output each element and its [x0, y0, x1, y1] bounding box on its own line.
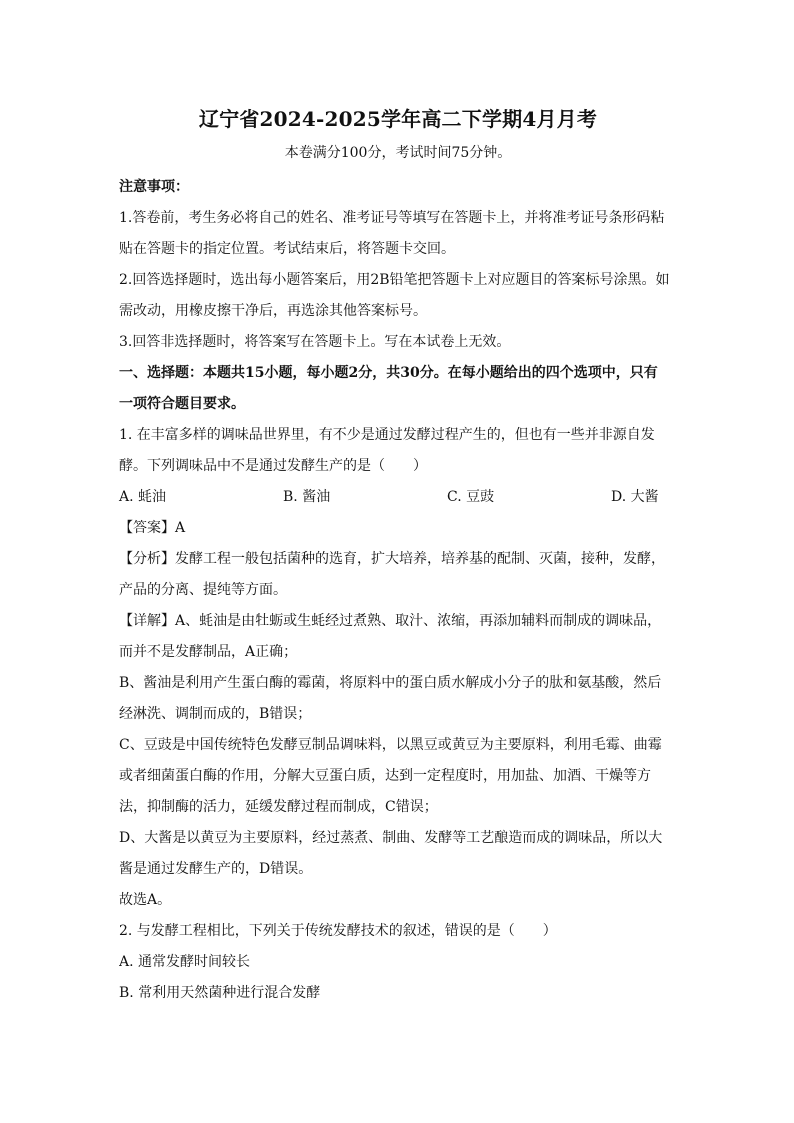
section-heading: 一项符合题目要求。: [119, 396, 245, 412]
question-1-stem: 1. 在丰富多样的调味品世界里，有不少是通过发酵过程产生的，但也有一些并非源自发: [119, 427, 655, 443]
notes-line: 需改动，用橡皮擦干净后，再选涂其他答案标号。: [119, 303, 427, 319]
notes-line: 3.回答非选择题时，将答案写在答题卡上。写在本试卷上无效。: [119, 334, 511, 350]
exam-info: 本卷满分100分，考试时间75分钟。: [284, 145, 512, 161]
page-title: 辽宁省2024-2025学年高二下学期4月月考: [198, 107, 598, 131]
notes-line: 2.回答选择题时，选出每小题答案后，用2B铅笔把答题卡上对应题目的答案标号涂黑。如: [119, 272, 670, 288]
question-1-detail: 酱是通过发酵生产的，D错误。: [119, 861, 313, 877]
question-1-detail: D、大酱是以黄豆为主要原料，经过蒸煮、制曲、发酵等工艺酿造而成的调味品，所以大: [119, 830, 663, 846]
question-1-answer: 【答案】A: [119, 520, 186, 536]
document-body: [119, 172, 677, 1009]
notes-heading: 注意事项：: [119, 179, 189, 195]
notes-line: 1.答卷前，考生务必将自己的姓名、准考证号等填写在答题卡上，并将准考证号条形码粘: [119, 210, 665, 226]
question-1-detail: 而并不是发酵制品，A正确；: [119, 644, 298, 660]
question-2-option-a: A. 通常发酵时间较长: [119, 954, 251, 970]
question-1-analysis: 产品的分离、提纯等方面。: [119, 582, 287, 598]
option-d: D. 大酱: [611, 489, 659, 505]
option-a: A. 蚝油: [119, 489, 167, 505]
question-1-conclusion: 故选A。: [119, 892, 172, 908]
question-1-detail: C、豆豉是中国传统特色发酵豆制品调味料，以黑豆或黄豆为主要原料，利用毛霉、曲霉: [119, 737, 662, 753]
question-1-detail: B、酱油是利用产生蛋白酶的霉菌，将原料中的蛋白质水解成小分子的肽和氨基酸，然后: [119, 675, 662, 691]
section-heading: 一、选择题：本题共15小题，每小题2分，共30分。在每小题给出的四个选项中，只有: [119, 365, 658, 381]
notes-line: 贴在答题卡的指定位置。考试结束后，将答题卡交回。: [119, 241, 455, 257]
question-1-detail: 或者细菌蛋白酶的作用，分解大豆蛋白质，达到一定程度时，用加盐、加酒、干燥等方: [119, 768, 651, 784]
question-1-detail: 法，抑制酶的活力，延缓发酵过程而制成，C错误；: [119, 799, 438, 815]
question-1-stem: 酵。下列调味品中不是通过发酵生产的是（ ）: [119, 458, 427, 474]
question-1-options: [119, 482, 677, 513]
question-2-stem: 2. 与发酵工程相比，下列关于传统发酵技术的叙述，错误的是（ ）: [119, 923, 557, 939]
question-1-detail: 【详解】A、蚝油是由牡蛎或生蚝经过煮熟、取汁、浓缩，再添加辅料而制成的调味品，: [119, 613, 662, 629]
question-1-detail: 经淋洗、调制而成的，B错误；: [119, 706, 312, 722]
question-2-option-b: B. 常利用天然菌种进行混合发酵: [119, 985, 321, 1001]
option-c: C. 豆豉: [447, 489, 495, 505]
question-1-analysis: 【分析】发酵工程一般包括菌种的选育，扩大培养，培养基的配制、灭菌，接种，发酵，: [119, 551, 665, 567]
option-b: B. 酱油: [283, 489, 331, 505]
